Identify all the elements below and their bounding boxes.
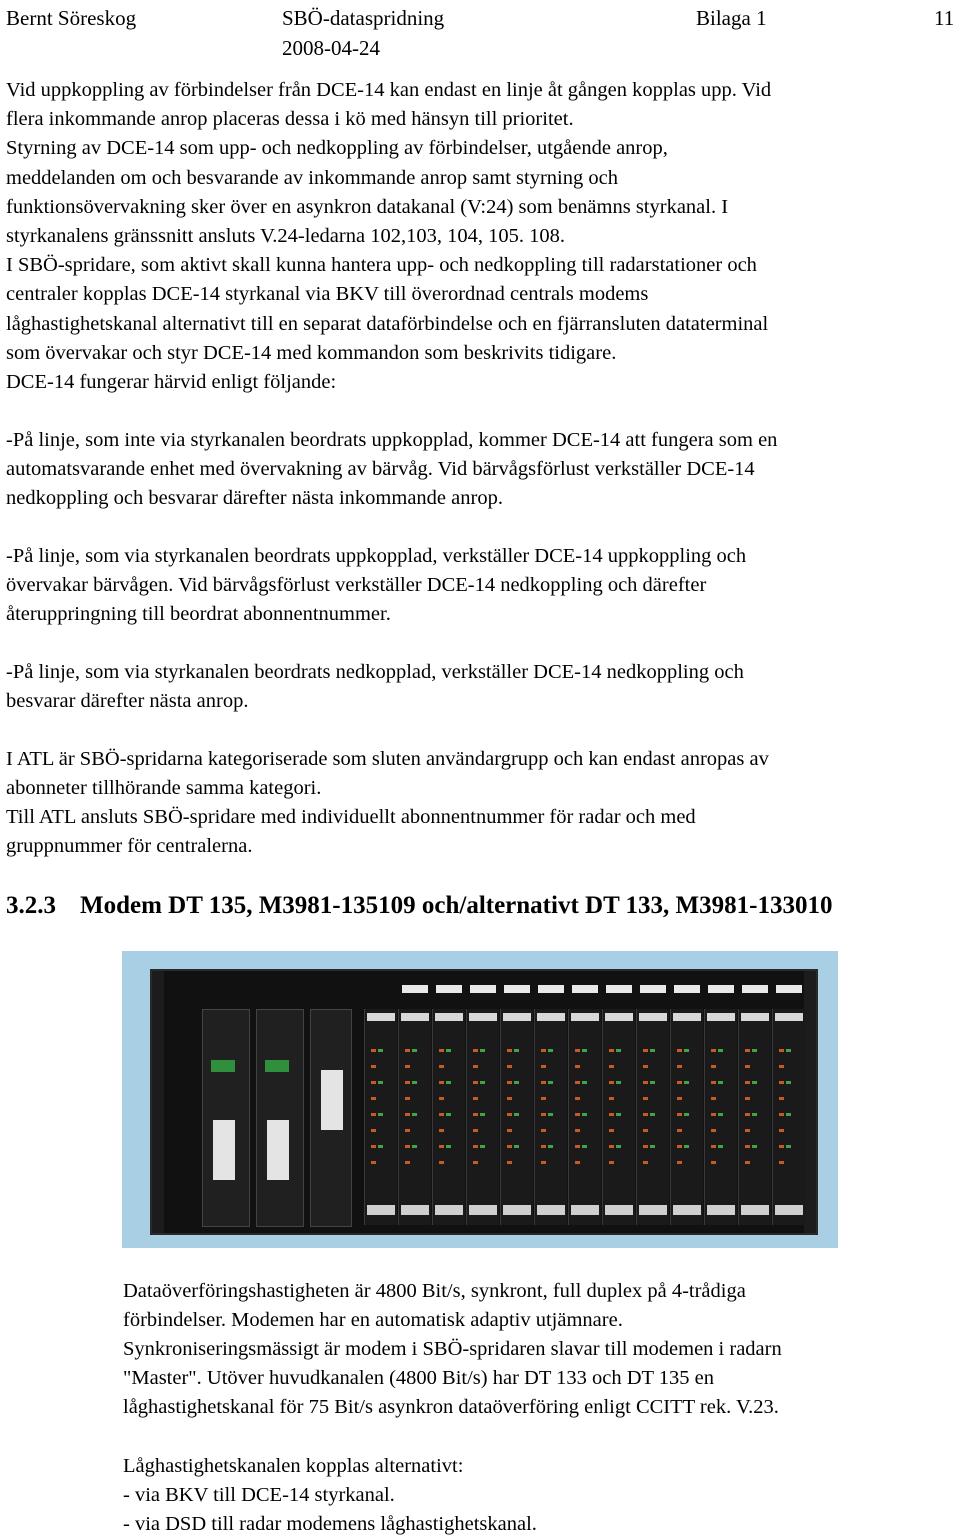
rack-ear-left	[152, 971, 164, 1233]
body-line: Styrning av DCE-14 som upp- och nedkoppling av förbindelser, utgående anrop,	[6, 137, 668, 159]
body-line: I ATL är SBÖ-spridarna kategoriserade som sluten användargrupp och kan endast anropas av	[6, 748, 769, 770]
body-line: Till ATL ansluts SBÖ-spridare med individuellt abonnentnummer för radar och med	[6, 806, 696, 828]
header-date: 2008-04-24	[282, 36, 380, 60]
modem-card	[670, 1009, 703, 1225]
body-line: besvarar därefter nästa anrop.	[6, 690, 249, 712]
body-line: förbindelser. Modemen har en automatisk adaptiv utjämnare.	[123, 1309, 623, 1331]
card-label-strip	[402, 985, 802, 995]
section-number: 3.2.3	[6, 892, 56, 919]
body-line: övervakar bärvågen. Vid bärvågsförlust verkställer DCE-14 nedkoppling och därefter	[6, 574, 707, 596]
section-title: Modem DT 135, M3981-135109 och/alternativt DT 133, M3981-133010	[80, 892, 833, 919]
modem-card	[602, 1009, 635, 1225]
modem-card	[636, 1009, 669, 1225]
body-line: abonneter tillhörande samma kategori.	[6, 777, 322, 799]
section-heading	[6, 892, 832, 920]
body-line: Låghastighetskanalen kopplas alternativt:	[123, 1455, 464, 1477]
power-supply-module	[202, 1009, 250, 1227]
header-appendix: Bilaga 1	[696, 6, 767, 30]
body-line: funktionsövervakning sker över en asynkron datakanal (V:24) som benämns styrkanal. I	[6, 196, 729, 218]
rack-chassis	[150, 969, 818, 1235]
body-line: - via BKV till DCE-14 styrkanal.	[123, 1484, 395, 1506]
header-author: Bernt Söreskog	[6, 6, 137, 30]
body-line: som övervakar och styr DCE-14 med kommandon som beskrivits tidigare.	[6, 342, 617, 364]
body-line: -På linje, som via styrkanalen beordrats nedkopplad, verkställer DCE-14 nedkoppling och	[6, 661, 744, 683]
modem-card	[568, 1009, 601, 1225]
body-line: återuppringning till beordrat abonnentnummer.	[6, 603, 391, 625]
modem-card	[364, 1009, 397, 1225]
modem-card	[500, 1009, 533, 1225]
body-line: -På linje, som via styrkanalen beordrats uppkopplad, verkställer DCE-14 uppkoppling och	[6, 545, 747, 567]
body-line: nedkoppling och besvarar därefter nästa inkommande anrop.	[6, 487, 503, 509]
body-line: meddelanden om och besvarande av inkommande anrop samt styrning och	[6, 167, 618, 189]
modem-card	[738, 1009, 771, 1225]
header-doc-title: SBÖ-dataspridning	[282, 6, 445, 30]
body-line: låghastighetskanal alternativt till en separat dataförbindelse och en fjärransluten dataterminal	[6, 313, 769, 335]
body-line: "Master". Utöver huvudkanalen (4800 Bit/s) har DT 133 och DT 135 en	[123, 1367, 715, 1389]
body-line: DCE-14 fungerar härvid enligt följande:	[6, 371, 337, 393]
modem-card	[432, 1009, 465, 1225]
modem-rack-photo	[122, 951, 838, 1248]
modem-card	[466, 1009, 499, 1225]
body-line: Dataöverföringshastigheten är 4800 Bit/s, synkront, full duplex på 4-trådiga	[123, 1280, 746, 1302]
body-line: automatsvarande enhet med övervakning av bärvåg. Vid bärvågsförlust verkställer DCE-14	[6, 458, 755, 480]
modem-card	[534, 1009, 567, 1225]
power-supply-module	[310, 1009, 352, 1227]
body-line: Synkroniseringsmässigt är modem i SBÖ-spridaren slavar till modemen i radarn	[123, 1338, 782, 1360]
body-line: gruppnummer för centralerna.	[6, 835, 253, 857]
header-page-number: 11	[934, 6, 955, 30]
body-line: -På linje, som inte via styrkanalen beordrats uppkopplad, kommer DCE-14 att fungera som en	[6, 429, 778, 451]
body-line: låghastighetskanal för 75 Bit/s asynkron dataöverföring enligt CCITT rek. V.23.	[123, 1396, 779, 1418]
modem-card	[398, 1009, 431, 1225]
modem-card	[704, 1009, 737, 1225]
body-line: flera inkommande anrop placeras dessa i kö med hänsyn till prioritet.	[6, 108, 574, 130]
body-line: centraler kopplas DCE-14 styrkanal via BKV till överordnad centrals modems	[6, 283, 649, 305]
logo-plate	[211, 1060, 235, 1072]
power-supply-module	[256, 1009, 304, 1227]
rack-ear-right	[804, 971, 816, 1233]
body-line: styrkanalens gränssnitt ansluts V.24-ledarna 102,103, 104, 105. 108.	[6, 225, 565, 247]
body-line: Vid uppkoppling av förbindelser från DCE-14 kan endast en linje åt gången kopplas upp. Vid	[6, 79, 772, 101]
logo-plate	[265, 1060, 289, 1072]
body-line: I SBÖ-spridare, som aktivt skall kunna hantera upp- och nedkoppling till radarstationer och	[6, 254, 757, 276]
modem-card	[772, 1009, 805, 1225]
body-line: - via DSD till radar modemens låghastighetskanal.	[123, 1513, 537, 1535]
